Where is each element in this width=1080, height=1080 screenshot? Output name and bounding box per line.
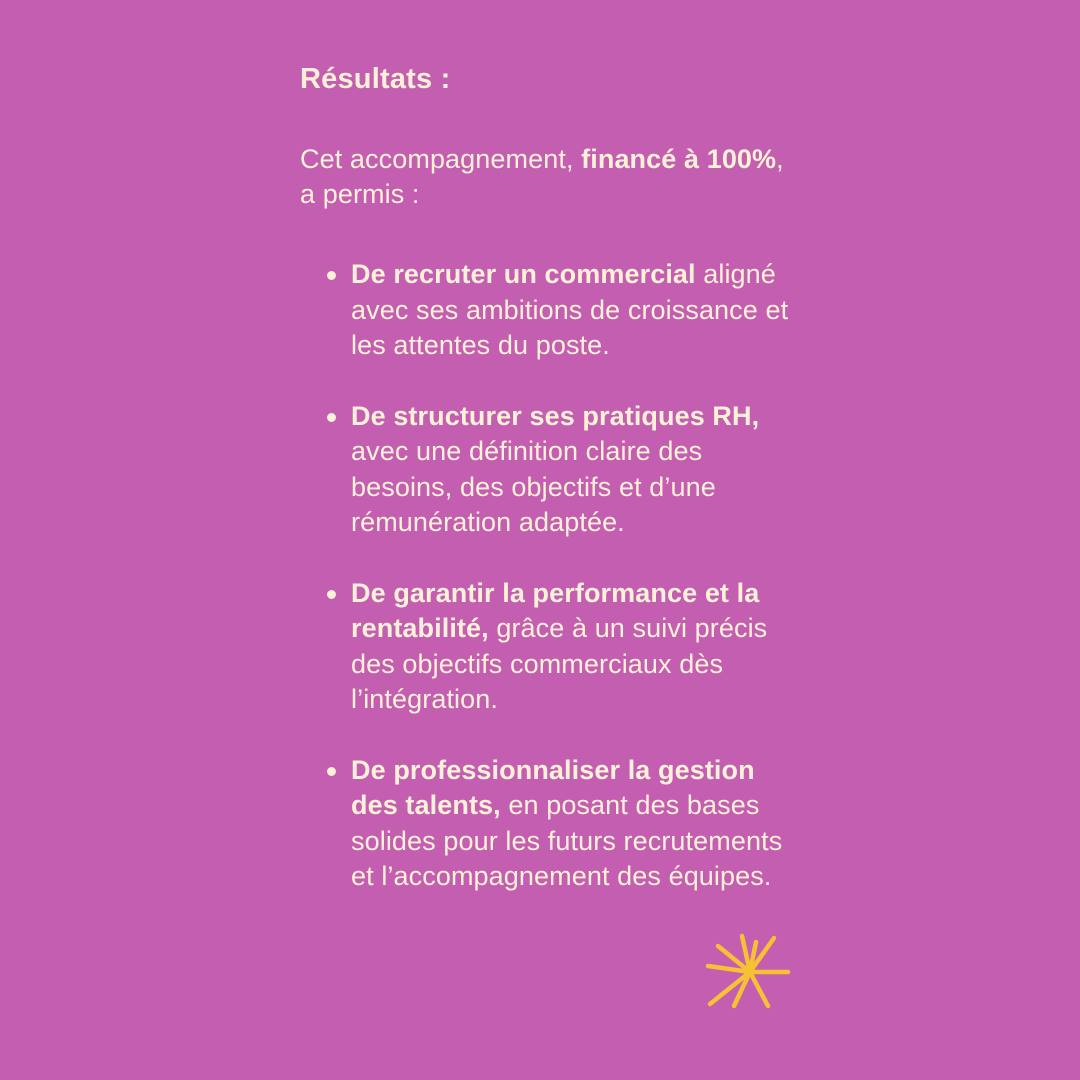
list-item-text: avec une définition claire des besoins, des objectifs et d’une rémunération adaptée. (351, 436, 716, 537)
results-section (300, 60, 790, 930)
list-item (300, 257, 790, 364)
list-item (300, 576, 790, 718)
list-item-text: aligné avec ses ambitions de croissance et les attentes du poste. (351, 259, 789, 360)
intro-paragraph (300, 142, 790, 212)
intro-text-start: Cet accompagnement, (300, 144, 582, 174)
bullet-icon (327, 767, 336, 776)
list-item-bold: De structurer ses pratiques RH, (351, 400, 760, 431)
intro-text-bold: financé à 100% (581, 144, 777, 174)
intro-text-end: , a permis : (300, 144, 784, 209)
results-list (300, 257, 790, 895)
list-item-bold: De professionnaliser la gestion des talents, (351, 754, 755, 820)
list-item (300, 753, 790, 895)
section-title: Résultats : (300, 63, 451, 95)
list-item-bold: De garantir la performance et la rentabilité, (351, 577, 760, 643)
list-item-text: grâce à un suivi précis des objectifs commerciaux dès l’intégration. (351, 613, 768, 714)
bullet-icon (327, 413, 336, 422)
list-item-bold: De recruter un commercial (351, 259, 696, 289)
bullet-icon (327, 590, 336, 599)
bullet-icon (327, 271, 336, 280)
list-item (300, 399, 790, 541)
list-item-text: en posant des bases solides pour les futurs recrutements et l’accompagnement des équipes. (351, 790, 783, 891)
sparkle-star-icon (704, 932, 792, 1012)
